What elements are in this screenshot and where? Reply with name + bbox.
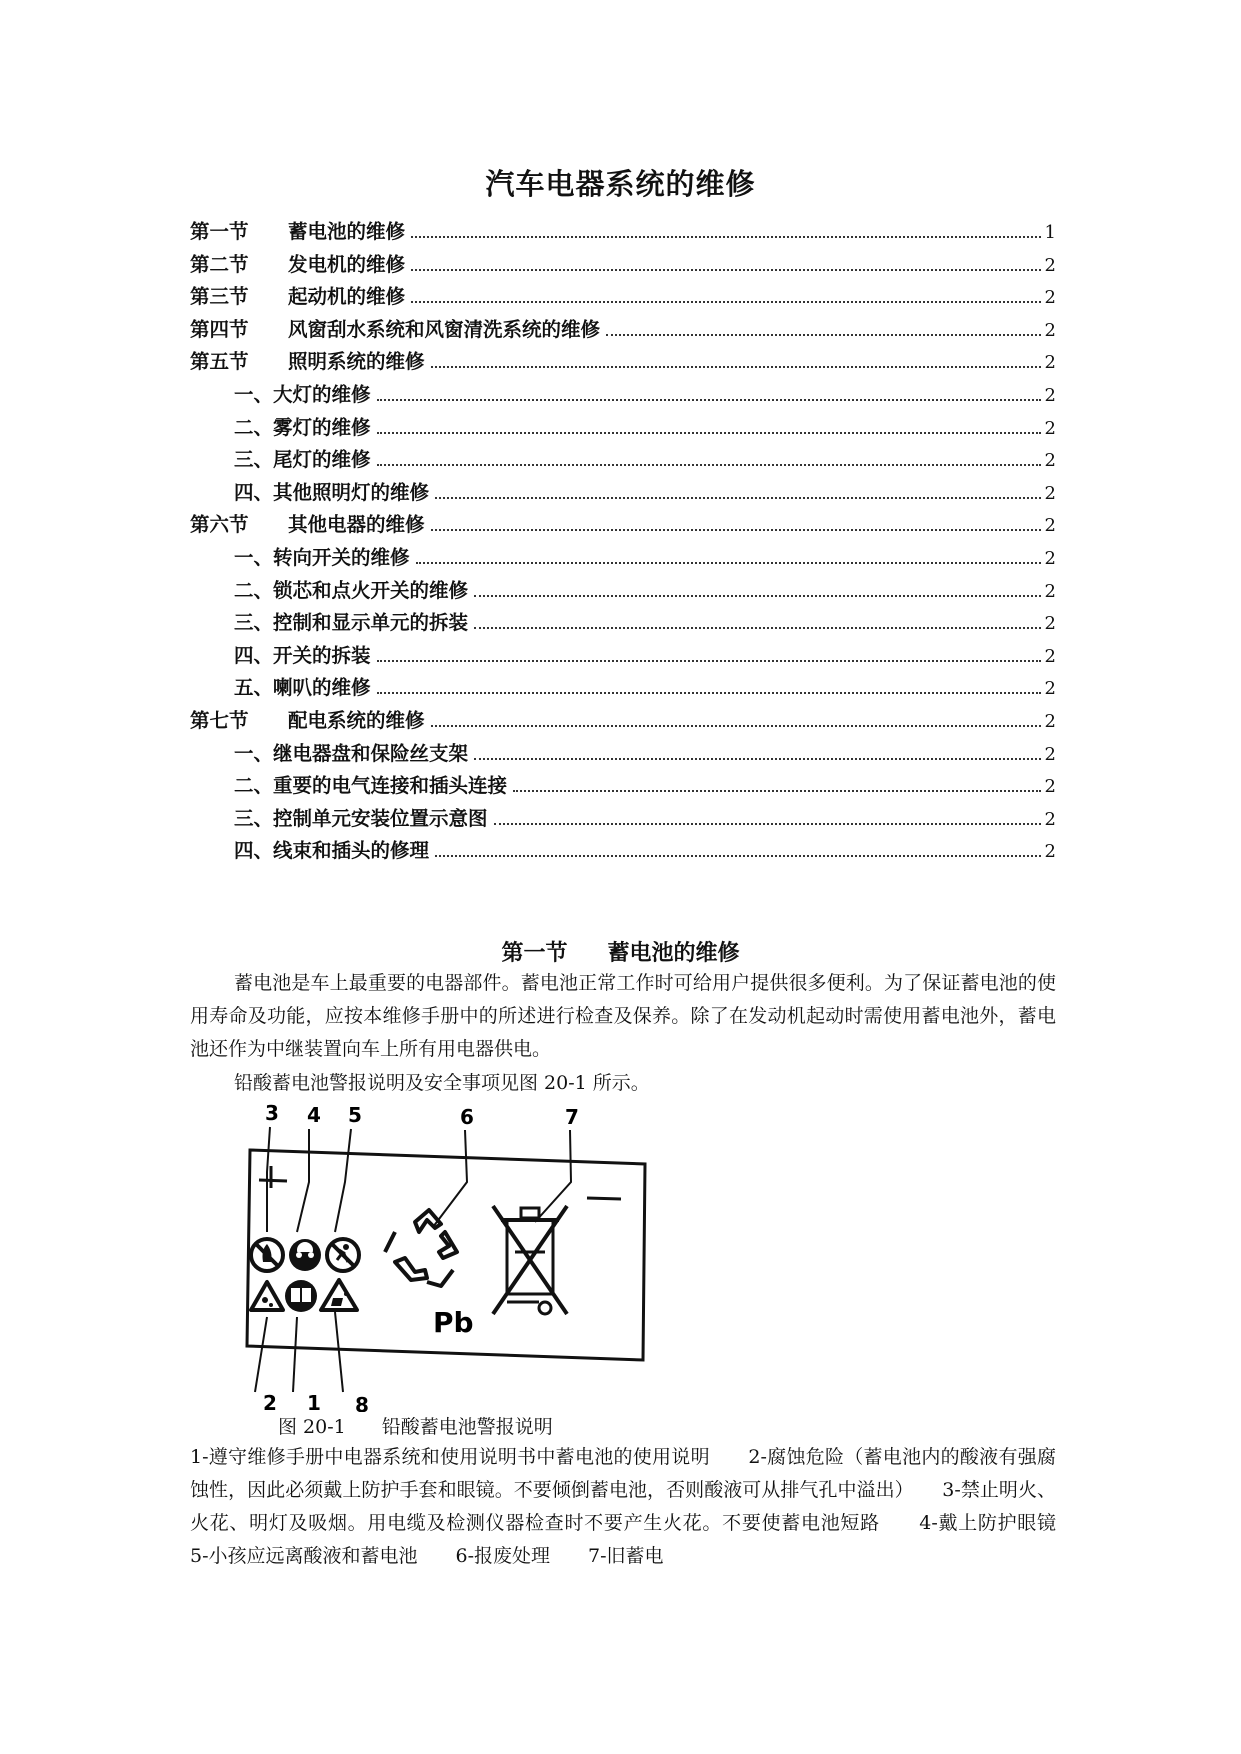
leader-line (293, 1317, 297, 1392)
toc-dot-leader (411, 236, 1041, 238)
figure-label-6: 6 (460, 1105, 474, 1129)
toc-entry-title: 照明系统的维修 (288, 350, 425, 374)
table-of-contents (190, 216, 1056, 868)
section-title-text: 蓄电池的维修 (607, 941, 740, 966)
toc-dot-leader (416, 562, 1041, 564)
toc-entry-page: 2 (1044, 743, 1056, 765)
crossed-out-bin-icon (493, 1206, 567, 1314)
read-manual-icon (285, 1280, 317, 1312)
toc-entry-page: 2 (1044, 710, 1056, 732)
toc-entry[interactable] (190, 281, 1056, 314)
toc-dot-leader (431, 529, 1041, 531)
toc-entry-title: 五、喇叭的维修 (234, 676, 371, 700)
toc-entry-title: 一、转向开关的维修 (234, 545, 410, 569)
figure-label-2: 2 (263, 1391, 277, 1412)
no-fire-icon (251, 1239, 283, 1271)
eye-protection-icon (289, 1239, 321, 1271)
toc-entry-page: 2 (1044, 613, 1056, 635)
toc-entry-title: 其他电器的维修 (288, 513, 425, 537)
toc-dot-leader (606, 334, 1041, 336)
toc-entry[interactable] (190, 509, 1056, 542)
toc-entry-title: 三、尾灯的维修 (234, 448, 371, 472)
leader-line (335, 1312, 343, 1392)
toc-dot-leader (377, 399, 1041, 401)
toc-dot-leader (377, 660, 1041, 662)
toc-entry-title: 发电机的维修 (288, 252, 406, 276)
toc-entry-title: 二、锁芯和点火开关的维修 (234, 578, 469, 602)
toc-entry-title: 三、控制单元安装位置示意图 (234, 806, 488, 830)
toc-subentry[interactable] (190, 542, 1056, 575)
toc-entry-page: 2 (1044, 678, 1056, 700)
corrosive-warning-icon (321, 1280, 357, 1310)
leader-line (433, 1130, 467, 1227)
figure-label-5: 5 (348, 1103, 362, 1127)
toc-subentry[interactable] (190, 477, 1056, 510)
body-paragraph: 铅酸蓄电池警报说明及安全事项见图 20-1 所示。 (234, 1072, 650, 1094)
toc-entry-page: 2 (1044, 515, 1056, 537)
recycle-icon (385, 1210, 457, 1286)
toc-dot-leader (377, 692, 1041, 694)
toc-dot-leader (513, 790, 1041, 792)
body-paragraph: 蓄电池是车上最重要的电器部件。蓄电池正常工作时可给用户提供很多便利。为了保证蓄电池的使用寿命及功能，应按本维修手册中的所述进行检查及保养。除了在发动机起动时需使用蓄电池外，蓄电池还作为中继装置向车上所有用电器供电。 (190, 972, 1056, 1060)
toc-subentry[interactable] (190, 770, 1056, 803)
toc-entry-number: 第一节 (190, 220, 249, 243)
figure-number: 图 20-1 (278, 1416, 346, 1438)
toc-entry-page: 2 (1044, 580, 1056, 602)
figure-label-7: 7 (565, 1105, 579, 1129)
toc-subentry[interactable] (190, 575, 1056, 608)
toc-entry[interactable] (190, 705, 1056, 738)
toc-entry-page: 2 (1044, 450, 1056, 472)
toc-entry-title: 二、雾灯的维修 (234, 415, 371, 439)
toc-dot-leader (474, 595, 1041, 597)
minus-sign-icon (259, 1180, 287, 1181)
toc-entry[interactable] (190, 216, 1056, 249)
figure-legend: 1-遵守维修手册中电器系统和使用说明书中蓄电池的使用说明 2-腐蚀危险（蓄电池内的酸液有强腐蚀性，因此必须戴上防护手套和眼镜。不要倾倒蓄电池，否则酸液可从排气孔中溢出） 3-禁止明火、火花、明灯及吸烟。用电缆及检测仪器检查时不要产生火花。不要使蓄电池短路 4-戴上防护眼镜 5-小孩应远离酸液和蓄电池 6-报废处理 7-旧蓄电 (190, 1446, 1095, 1567)
toc-entry-page: 2 (1044, 417, 1056, 439)
toc-entry-number: 第七节 (190, 708, 249, 732)
toc-subentry[interactable] (190, 835, 1056, 868)
toc-entry-page: 2 (1044, 319, 1056, 341)
toc-dot-leader (411, 269, 1041, 271)
toc-entry-page: 2 (1044, 776, 1056, 798)
toc-entry-page: 2 (1044, 482, 1056, 504)
explosion-warning-icon (251, 1282, 283, 1310)
toc-entry-title: 四、线束和插头的修理 (234, 839, 430, 863)
toc-dot-leader (494, 823, 1041, 825)
toc-subentry[interactable] (190, 444, 1056, 477)
toc-entry-page: 2 (1044, 808, 1056, 830)
toc-subentry[interactable] (190, 672, 1056, 705)
toc-entry-page: 2 (1044, 384, 1056, 406)
minus-sign-icon (587, 1198, 621, 1199)
battery-warning-figure (245, 1102, 665, 1412)
toc-entry-title: 三、控制和显示单元的拆装 (234, 611, 469, 635)
toc-subentry[interactable] (190, 607, 1056, 640)
toc-subentry[interactable] (190, 640, 1056, 673)
toc-dot-leader (431, 725, 1041, 727)
toc-entry-number: 第二节 (190, 252, 249, 276)
toc-entry-number: 第三节 (190, 285, 249, 309)
document-title: 汽车电器系统的维修 (485, 167, 756, 201)
toc-dot-leader (377, 464, 1041, 466)
toc-subentry[interactable] (190, 803, 1056, 836)
figure-label-3: 3 (265, 1102, 279, 1125)
toc-entry-page: 2 (1044, 287, 1056, 309)
pb-lead-symbol: Pb (433, 1306, 474, 1339)
toc-subentry[interactable] (190, 412, 1056, 445)
toc-entry-page: 2 (1044, 547, 1056, 569)
toc-entry-title: 一、继电器盘和保险丝支架 (234, 741, 469, 765)
toc-entry-title: 四、开关的拆装 (234, 643, 371, 667)
figure-label-8: 8 (355, 1393, 369, 1412)
toc-entry-title: 蓄电池的维修 (288, 220, 406, 243)
section-number: 第一节 (501, 941, 568, 966)
toc-entry-page: 2 (1044, 841, 1056, 863)
leader-line (335, 1129, 351, 1232)
figure-label-4: 4 (307, 1103, 321, 1127)
toc-entry-title: 四、其他照明灯的维修 (234, 480, 430, 504)
toc-entry-page: 1 (1044, 222, 1056, 243)
toc-entry-title: 配电系统的维修 (288, 708, 425, 732)
figure-caption-text: 铅酸蓄电池警报说明 (381, 1416, 553, 1438)
figure-label-1: 1 (307, 1391, 321, 1412)
toc-dot-leader (474, 627, 1041, 629)
toc-entry-title: 二、重要的电气连接和插头连接 (234, 774, 508, 798)
section-heading (0, 936, 1241, 967)
toc-dot-leader (431, 366, 1041, 368)
toc-entry-page: 2 (1044, 352, 1056, 374)
toc-entry[interactable] (190, 346, 1056, 379)
toc-subentry[interactable] (190, 738, 1056, 771)
toc-dot-leader (435, 497, 1041, 499)
toc-entry-page: 2 (1044, 645, 1056, 667)
toc-subentry[interactable] (190, 379, 1056, 412)
toc-dot-leader (474, 758, 1041, 760)
toc-dot-leader (411, 301, 1041, 303)
toc-dot-leader (377, 432, 1041, 434)
toc-entry-number: 第四节 (190, 317, 249, 341)
toc-entry-number: 第五节 (190, 350, 249, 374)
toc-entry-number: 第六节 (190, 513, 249, 537)
toc-entry[interactable] (190, 249, 1056, 282)
leader-line (297, 1129, 309, 1232)
leader-line (255, 1317, 267, 1392)
toc-entry-title: 风窗刮水系统和风窗清洗系统的维修 (288, 317, 601, 341)
toc-entry-title: 一、大灯的维修 (234, 382, 371, 406)
figure-caption (278, 1412, 553, 1439)
toc-dot-leader (435, 855, 1041, 857)
toc-entry-page: 2 (1044, 254, 1056, 276)
toc-entry-title: 起动机的维修 (288, 285, 406, 309)
no-children-icon (327, 1239, 359, 1271)
toc-entry[interactable] (190, 314, 1056, 347)
